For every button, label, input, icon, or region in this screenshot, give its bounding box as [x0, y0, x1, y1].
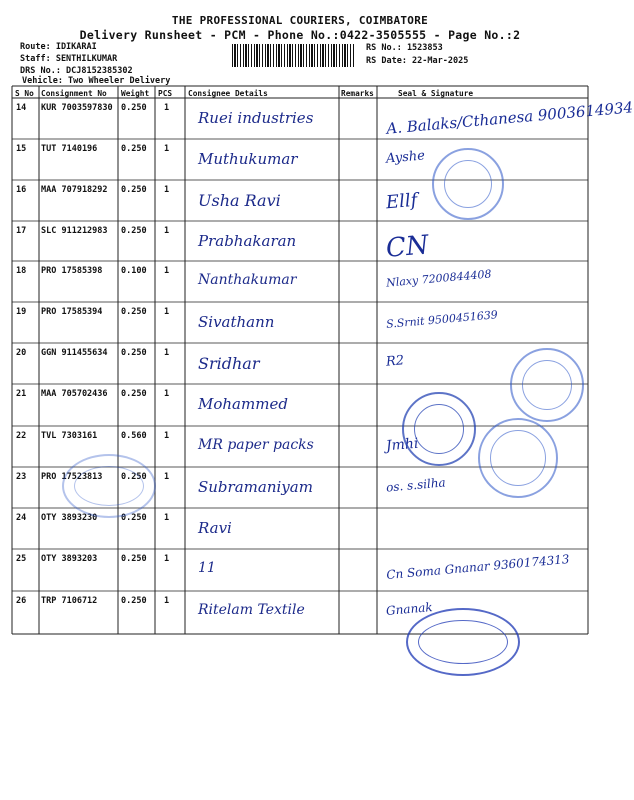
row-consignee: Ritelam Textile [198, 602, 305, 618]
textiles-seal-stamp [406, 608, 520, 676]
row-consignee: MR paper packs [198, 437, 314, 453]
row-sno: 26 [16, 596, 27, 606]
row-sno: 22 [16, 431, 27, 441]
row-signature: Gnanak [385, 599, 434, 619]
row-consignment-no: SLC 911212983 [41, 226, 108, 236]
row-consignee: Usha Ravi [198, 191, 281, 210]
row-pcs: 1 [164, 472, 170, 482]
row-signature: CN [384, 230, 430, 264]
column-header-remarks: Remarks [341, 89, 374, 98]
row-weight: 0.100 [121, 266, 147, 276]
row-weight: 0.250 [121, 389, 147, 399]
company-seal-stamp [510, 348, 584, 422]
row-pcs: 1 [164, 596, 170, 606]
row-consignment-no: OTY 3893230 [41, 513, 98, 523]
row-consignment-no: PRO 17585394 [41, 307, 103, 317]
column-header-pcs: PCS [158, 89, 173, 98]
column-header-seal-signature: Seal & Signature [398, 89, 474, 98]
row-consignee: Ruei industries [198, 109, 314, 127]
row-weight: 0.560 [121, 431, 147, 441]
row-pcs: 1 [164, 513, 170, 523]
row-consignee: Nanthakumar [198, 272, 297, 288]
row-sno: 16 [16, 185, 27, 195]
row-sno: 14 [16, 103, 27, 113]
row-sno: 15 [16, 144, 27, 154]
row-pcs: 1 [164, 185, 170, 195]
row-signature: A. Balaks/Cthanesa 9003614934 [385, 98, 634, 138]
row-signature: Cn Soma Gnanar 9360174313 [385, 552, 571, 582]
column-header-weight: Weight [121, 89, 150, 98]
row-pcs: 1 [164, 389, 170, 399]
row-pcs: 1 [164, 226, 170, 236]
row-signature: Nlaxy 7200844408 [385, 267, 492, 290]
round-seal-stamp [478, 418, 558, 498]
row-weight: 0.250 [121, 103, 147, 113]
vehicle-label: Vehicle: Two Wheeler Delivery [22, 76, 171, 86]
row-consignee: Sivathann [198, 313, 275, 331]
row-consignee: Mohammed [198, 395, 288, 413]
row-consignment-no: TRP 7106712 [41, 596, 98, 606]
row-pcs: 1 [164, 554, 170, 564]
row-weight: 0.250 [121, 144, 147, 154]
row-signature: Ellf [385, 189, 419, 214]
row-weight: 0.250 [121, 513, 147, 523]
row-consignment-no: PRO 17523813 [41, 472, 103, 482]
row-consignment-no: KUR 7003597830 [41, 103, 113, 113]
row-sno: 19 [16, 307, 27, 317]
row-sno: 21 [16, 389, 27, 399]
row-weight: 0.250 [121, 348, 147, 358]
row-consignment-no: GGN 911455634 [41, 348, 108, 358]
drs-number: DRS No.: DCJ8152385302 [20, 66, 133, 76]
row-consignee: Muthukumar [198, 150, 298, 168]
row-pcs: 1 [164, 348, 170, 358]
rs-number: RS No.: 1523853 [366, 43, 443, 53]
row-pcs: 1 [164, 266, 170, 276]
row-signature: Jmhi [385, 435, 420, 455]
row-signature: os. s.silha [385, 475, 447, 495]
row-consignee: Ravi [198, 519, 232, 537]
row-signature: R2 [385, 353, 405, 370]
row-sno: 24 [16, 513, 27, 523]
row-pcs: 1 [164, 307, 170, 317]
row-pcs: 1 [164, 144, 170, 154]
row-weight: 0.250 [121, 185, 147, 195]
row-sno: 23 [16, 472, 27, 482]
column-header-consignment: Consignment No [41, 89, 107, 98]
company-title: THE PROFESSIONAL COURIERS, COIMBATORE [171, 14, 429, 27]
row-consignment-no: MAA 705702436 [41, 389, 108, 399]
row-consignee: Prabhakaran [198, 232, 297, 250]
route-label: Route: IDIKARAI [20, 42, 97, 52]
staff-label: Staff: SENTHILKUMAR [20, 54, 118, 64]
row-sno: 20 [16, 348, 27, 358]
row-pcs: 1 [164, 431, 170, 441]
row-weight: 0.250 [121, 596, 147, 606]
row-sno: 18 [16, 266, 27, 276]
row-consignee: Sridhar [198, 354, 260, 373]
rs-date: RS Date: 22-Mar-2025 [366, 56, 469, 66]
faint-seal-stamp [62, 454, 156, 518]
office-seal-stamp [402, 392, 476, 466]
row-weight: 0.250 [121, 554, 147, 564]
row-sno: 17 [16, 226, 27, 236]
row-weight: 0.250 [121, 307, 147, 317]
row-consignment-no: MAA 707918292 [41, 185, 108, 195]
row-weight: 0.250 [121, 226, 147, 236]
runsheet-subtitle: Delivery Runsheet - PCM - Phone No.:0422-3505555 - Page No.:2 [79, 28, 521, 42]
row-signature: S.Srnit 9500451639 [385, 308, 499, 331]
row-signature: Ayshe [385, 148, 426, 167]
row-consignment-no: TUT 7140196 [41, 144, 98, 154]
column-header-consignee: Consignee Details [188, 89, 268, 98]
row-consignment-no: PRO 17585398 [41, 266, 103, 276]
column-header-sno: S No [15, 89, 34, 98]
row-consignee: Subramaniyam [198, 478, 313, 496]
row-sno: 25 [16, 554, 27, 564]
row-consignee: 11 [198, 560, 216, 576]
row-consignment-no: OTY 3893203 [41, 554, 98, 564]
courier-seal-stamp [432, 148, 504, 220]
row-consignment-no: TVL 7303161 [41, 431, 98, 441]
row-weight: 0.250 [121, 472, 147, 482]
row-pcs: 1 [164, 103, 170, 113]
